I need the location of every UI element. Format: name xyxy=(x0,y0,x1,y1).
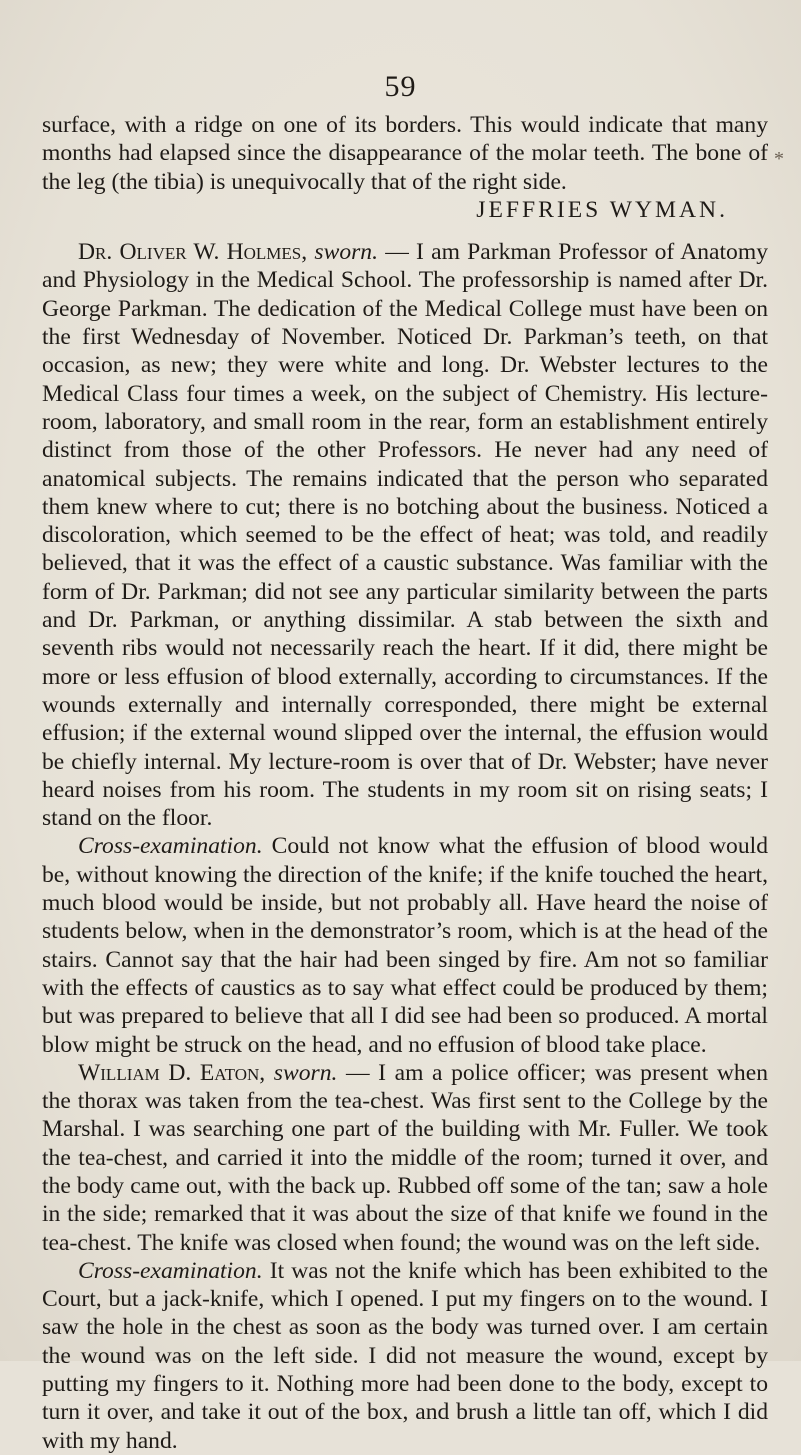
page-number: 59 xyxy=(384,70,417,103)
paragraph-text: — I am Parkman Professor of Anatomy and Physiology in the Medical School. The professorship is named after Dr. George Parkman. The dedication of the Medical College must have been on the first Wednesday of November. Noticed Dr. Parkman’s teeth, on that occasion, as new; they were white and long. Dr. Webster lectures to the Medical Class four times a week, on the subject of Chemistry. His lecture-room, laboratory, and small room in the rear, form an establishment entirely distinct from those of the other Professors. He never had any need of anatomical subjects. The remains indicated that the person who separated them knew where to cut; there is no botching about the business. Noticed a discoloration, which seemed to be the effect of heat; was told, and readily believed, that it was the effect of a caustic substance. Was familiar with the form of Dr. Parkman; did not see any particular similarity between the parts and Dr. Parkman, or anything dissimilar. A stab between the sixth and seventh ribs would not necessarily reach the heart. If it did, there might be more or less effusion of blood externally, according to circumstances. If the wounds externally and internally corresponded, there might be external effusion; if the external wound slipped over the internal, the effusion would be chiefly internal. My lecture-room is over that of Dr. Webster; have never heard noises from his room. The students in my room sit on rising seats; I stand on the floor. xyxy=(42,239,769,832)
sworn-label: sworn. xyxy=(314,239,378,266)
paragraph-text: Could not know what the effusion of blood would be, without knowing the direction of the knife; if the knife touched the heart, much blood would be inside, but not probably all. Have heard the noise of students below, when in the demonstrator’s room, which is at the head of the stairs. Cannot say that the hair had been singed by fire. Am not so familiar with the effects of caustics as to say what effect could be produced by them; but was prepared to believe that all I did see had been so produced. A mortal blow might be struck on the head, and no effusion of blood take place. xyxy=(42,833,768,1058)
sworn-label: sworn. xyxy=(273,1059,338,1086)
witness-name: Dr. Oliver W. Holmes, xyxy=(78,239,308,266)
witness-name: William D. Eaton, xyxy=(78,1059,266,1086)
paragraph-text: — I am a police officer; was present when the thorax was taken from the tea-chest. Was first sent to the College by the Marshal. I was searching one part of the building with Mr. Fuller. We took the tea-chest, and carried it into the middle of the room; turned it over, and the body came out, with the back up. Rubbed off some of the tan; saw a hole in the side; remarked that it was about the size of that knife we found in the tea-chest. The knife was closed when found; the wound was on the left side. xyxy=(42,1059,768,1256)
paragraph-text: It was not the knife which has been exhibited to the Court, but a jack-knife, which I opened. I put my fingers on to the wound. I saw the hole in the chest as soon as the body was turned over. I am certain the wound was on the left side. I did not measure the wound, except by putting my fingers to it. Nothing more had been done to the body, except to turn it over, and take it out of the box, and brush a little tan off, which I did with my hand. xyxy=(42,1257,768,1454)
paragraph-holmes-testimony xyxy=(42,238,768,832)
paragraph-eaton-testimony xyxy=(42,1059,768,1257)
page-body xyxy=(42,111,768,1455)
cross-examination-label: Cross-examination. xyxy=(78,833,263,860)
margin-speck: * xyxy=(774,148,784,170)
paragraph-eaton-cross-examination xyxy=(42,1257,768,1455)
signature-jeffries-wyman: JEFFRIES WYMAN. xyxy=(476,196,728,223)
paragraph-wyman-conclusion xyxy=(42,111,768,196)
cross-examination-label: Cross-examination. xyxy=(78,1257,263,1284)
paragraph-text: surface, with a ridge on one of its borders. This would indicate that many months had elapsed since the disappearance of the molar teeth. The bone of the leg (the tibia) is unequivocally that of the right side. xyxy=(42,112,768,195)
paragraph-holmes-cross-examination xyxy=(42,832,768,1058)
